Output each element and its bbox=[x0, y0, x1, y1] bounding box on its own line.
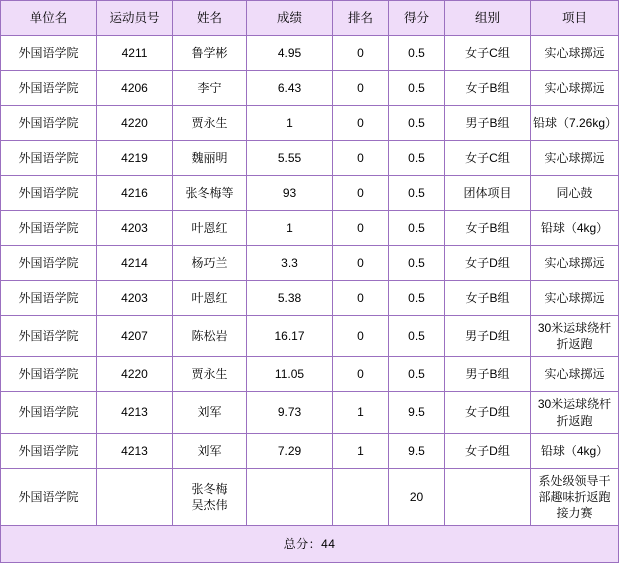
cell-group: 男子B组 bbox=[445, 106, 531, 141]
cell-score: 4.95 bbox=[247, 36, 333, 71]
table-row bbox=[1, 357, 619, 392]
cell-athlete-no: 4213 bbox=[97, 433, 173, 468]
cell-athlete-no: 4220 bbox=[97, 357, 173, 392]
cell-score: 3.3 bbox=[247, 246, 333, 281]
cell-points: 9.5 bbox=[389, 433, 445, 468]
cell-unit: 外国语学院 bbox=[1, 176, 97, 211]
cell-event: 30米运球绕杆折返跑 bbox=[531, 392, 619, 433]
table-row bbox=[1, 141, 619, 176]
cell-unit: 外国语学院 bbox=[1, 71, 97, 106]
cell-unit: 外国语学院 bbox=[1, 246, 97, 281]
cell-name: 叶恩红 bbox=[173, 211, 247, 246]
cell-points: 9.5 bbox=[389, 392, 445, 433]
cell-rank: 0 bbox=[333, 281, 389, 316]
cell-athlete-no: 4214 bbox=[97, 246, 173, 281]
cell-event: 实心球掷远 bbox=[531, 141, 619, 176]
cell-points: 0.5 bbox=[389, 316, 445, 357]
table-row bbox=[1, 36, 619, 71]
cell-points: 0.5 bbox=[389, 211, 445, 246]
cell-unit: 外国语学院 bbox=[1, 433, 97, 468]
cell-rank: 0 bbox=[333, 141, 389, 176]
column-header-group: 组别 bbox=[445, 1, 531, 36]
column-header-name: 姓名 bbox=[173, 1, 247, 36]
cell-event: 实心球掷远 bbox=[531, 71, 619, 106]
cell-rank: 0 bbox=[333, 176, 389, 211]
cell-points: 0.5 bbox=[389, 36, 445, 71]
cell-group: 男子B组 bbox=[445, 357, 531, 392]
cell-name: 李宁 bbox=[173, 71, 247, 106]
cell-group: 男子D组 bbox=[445, 316, 531, 357]
table-row bbox=[1, 211, 619, 246]
cell-unit: 外国语学院 bbox=[1, 211, 97, 246]
cell-unit: 外国语学院 bbox=[1, 357, 97, 392]
cell-event: 铅球（7.26kg） bbox=[531, 106, 619, 141]
cell-group: 女子C组 bbox=[445, 141, 531, 176]
cell-name: 贾永生 bbox=[173, 357, 247, 392]
column-header-points: 得分 bbox=[389, 1, 445, 36]
header-row bbox=[1, 1, 619, 36]
column-header-unit: 单位名 bbox=[1, 1, 97, 36]
column-header-score: 成绩 bbox=[247, 1, 333, 36]
cell-name: 陈松岩 bbox=[173, 316, 247, 357]
cell-points: 0.5 bbox=[389, 357, 445, 392]
table-row bbox=[1, 106, 619, 141]
cell-name: 贾永生 bbox=[173, 106, 247, 141]
cell-rank: 0 bbox=[333, 357, 389, 392]
cell-group: 女子D组 bbox=[445, 246, 531, 281]
cell-points: 0.5 bbox=[389, 106, 445, 141]
cell-athlete-no: 4207 bbox=[97, 316, 173, 357]
cell-event: 铅球（4kg） bbox=[531, 211, 619, 246]
cell-score: 1 bbox=[247, 211, 333, 246]
cell-athlete-no: 4220 bbox=[97, 106, 173, 141]
cell-unit: 外国语学院 bbox=[1, 281, 97, 316]
cell-score: 7.29 bbox=[247, 433, 333, 468]
cell-athlete-no: 4216 bbox=[97, 176, 173, 211]
cell-name: 鲁学彬 bbox=[173, 36, 247, 71]
cell-group: 女子D组 bbox=[445, 392, 531, 433]
cell-rank: 0 bbox=[333, 316, 389, 357]
cell-score: 5.55 bbox=[247, 141, 333, 176]
table-footer bbox=[1, 526, 619, 563]
cell-event: 实心球掷远 bbox=[531, 246, 619, 281]
table-row bbox=[1, 468, 619, 526]
column-header-event: 项目 bbox=[531, 1, 619, 36]
table-row bbox=[1, 316, 619, 357]
cell-unit: 外国语学院 bbox=[1, 392, 97, 433]
table-row bbox=[1, 281, 619, 316]
column-header-rank: 排名 bbox=[333, 1, 389, 36]
cell-score: 6.43 bbox=[247, 71, 333, 106]
cell-event: 铅球（4kg） bbox=[531, 433, 619, 468]
cell-name: 魏丽明 bbox=[173, 141, 247, 176]
cell-points: 0.5 bbox=[389, 281, 445, 316]
cell-rank: 1 bbox=[333, 433, 389, 468]
cell-unit: 外国语学院 bbox=[1, 316, 97, 357]
cell-event: 实心球掷远 bbox=[531, 36, 619, 71]
cell-rank: 0 bbox=[333, 71, 389, 106]
cell-name: 刘军 bbox=[173, 392, 247, 433]
table-row bbox=[1, 71, 619, 106]
cell-rank: 0 bbox=[333, 246, 389, 281]
footer-row bbox=[1, 526, 619, 563]
cell-rank: 1 bbox=[333, 392, 389, 433]
cell-event: 实心球掷远 bbox=[531, 357, 619, 392]
cell-score: 5.38 bbox=[247, 281, 333, 316]
cell-name: 张冬梅等 bbox=[173, 176, 247, 211]
cell-athlete-no: 4203 bbox=[97, 281, 173, 316]
cell-group bbox=[445, 468, 531, 526]
cell-unit: 外国语学院 bbox=[1, 468, 97, 526]
cell-rank: 0 bbox=[333, 36, 389, 71]
table-header bbox=[1, 1, 619, 36]
cell-group: 女子D组 bbox=[445, 433, 531, 468]
cell-group: 女子B组 bbox=[445, 71, 531, 106]
cell-rank: 0 bbox=[333, 211, 389, 246]
cell-athlete-no bbox=[97, 468, 173, 526]
cell-score bbox=[247, 468, 333, 526]
cell-score: 16.17 bbox=[247, 316, 333, 357]
cell-name: 张冬梅 吴杰伟 bbox=[173, 468, 247, 526]
cell-athlete-no: 4211 bbox=[97, 36, 173, 71]
table-row bbox=[1, 433, 619, 468]
cell-athlete-no: 4219 bbox=[97, 141, 173, 176]
column-header-athlete-no: 运动员号 bbox=[97, 1, 173, 36]
cell-rank: 0 bbox=[333, 106, 389, 141]
cell-unit: 外国语学院 bbox=[1, 36, 97, 71]
cell-points: 0.5 bbox=[389, 141, 445, 176]
cell-group: 团体项目 bbox=[445, 176, 531, 211]
cell-points: 0.5 bbox=[389, 246, 445, 281]
cell-name: 杨巧兰 bbox=[173, 246, 247, 281]
cell-points: 0.5 bbox=[389, 176, 445, 211]
cell-event: 30米运球绕杆折返跑 bbox=[531, 316, 619, 357]
cell-group: 女子B组 bbox=[445, 211, 531, 246]
cell-athlete-no: 4206 bbox=[97, 71, 173, 106]
cell-event: 系处级领导干部趣味折返跑接力赛 bbox=[531, 468, 619, 526]
cell-event: 实心球掷远 bbox=[531, 281, 619, 316]
cell-score: 1 bbox=[247, 106, 333, 141]
table-row bbox=[1, 246, 619, 281]
cell-event: 同心鼓 bbox=[531, 176, 619, 211]
cell-athlete-no: 4213 bbox=[97, 392, 173, 433]
cell-unit: 外国语学院 bbox=[1, 106, 97, 141]
table-body bbox=[1, 36, 619, 526]
table-row bbox=[1, 392, 619, 433]
total-score: 总分：44 bbox=[1, 526, 619, 563]
cell-athlete-no: 4203 bbox=[97, 211, 173, 246]
cell-group: 女子B组 bbox=[445, 281, 531, 316]
cell-unit: 外国语学院 bbox=[1, 141, 97, 176]
cell-score: 93 bbox=[247, 176, 333, 211]
cell-score: 9.73 bbox=[247, 392, 333, 433]
cell-name: 刘军 bbox=[173, 433, 247, 468]
cell-rank bbox=[333, 468, 389, 526]
cell-score: 11.05 bbox=[247, 357, 333, 392]
cell-points: 20 bbox=[389, 468, 445, 526]
cell-points: 0.5 bbox=[389, 71, 445, 106]
table-row bbox=[1, 176, 619, 211]
cell-group: 女子C组 bbox=[445, 36, 531, 71]
cell-name: 叶恩红 bbox=[173, 281, 247, 316]
